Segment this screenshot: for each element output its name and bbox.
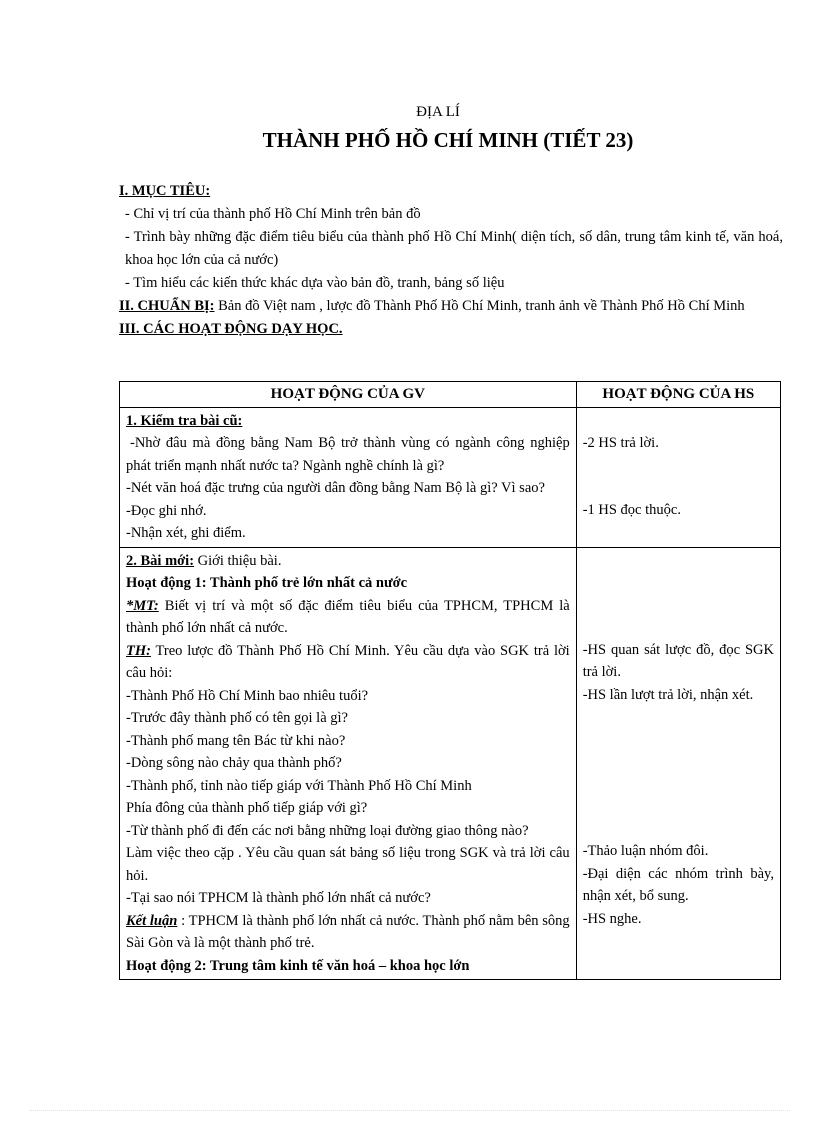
question-item: -Trước đây thành phố có tên gọi là gì? (126, 710, 348, 726)
teacher-step: -Nhận xét, ghi điểm. (126, 525, 246, 541)
question-item: -Thành Phố Hồ Chí Minh bao nhiêu tuổi? (126, 687, 369, 704)
activity-heading: Hoạt động 1: Thành phố trẻ lớn nhất cả nước (126, 575, 408, 591)
question-item: -Dòng sông nào chảy qua thành phố? (126, 755, 342, 771)
student-column-header: HOẠT ĐỘNG CỦA HS (576, 382, 780, 408)
section-heading-line (126, 550, 570, 573)
subject-label: ĐỊA LÍ (416, 104, 460, 120)
conclusion-text: : TPHCM là thành phố lớn nhất cả nước. Thành phố nằm bên sông Sài Gòn và là một thành phố trẻ. (126, 912, 570, 951)
section-heading-rest: Giới thiệu bài. (194, 552, 282, 569)
teacher-step: -Đọc ghi nhớ. (126, 502, 207, 519)
teacher-cell-new-lesson (120, 547, 577, 980)
section-heading: 1. Kiểm tra bài cũ: (126, 412, 243, 429)
preparation-text: Bản đồ Việt nam , lược đồ Thành Phố Hồ Chí Minh, tranh ảnh về Thành Phố Hồ Chí Minh (218, 298, 745, 314)
preparation-paragraph (119, 295, 783, 318)
student-step: -2 HS trả lời. (582, 434, 659, 451)
question-item: -Thành phố mang tên Bác từ khi nào? (126, 732, 346, 749)
objective-item: - Chỉ vị trí của thành phố Hồ Chí Minh trên bản đồ (125, 206, 421, 222)
student-step: -Thảo luận nhóm đôi. (582, 843, 709, 859)
activities-heading: III. CÁC HOẠT ĐỘNG DẠY HỌC. (119, 321, 343, 337)
teacher-cell-review (120, 407, 577, 547)
question-item: -Thành phố, tỉnh nào tiếp giáp với Thành Phố Hồ Chí Minh (126, 777, 472, 794)
student-step: -HS nghe. (582, 910, 642, 927)
objective-item: - Tìm hiểu các kiến thức khác dựa vào bản đồ, tranh, bảng số liệu (125, 275, 505, 291)
th-text: Treo lược đồ Thành Phố Hồ Chí Minh. Yêu cầu dựa vào SGK trả lời câu hỏi: (126, 642, 570, 681)
activities-table (119, 381, 781, 980)
objectives-heading: I. MỤC TIÊU: (119, 183, 211, 199)
student-cell-review (576, 407, 780, 547)
teacher-column-header: HOẠT ĐỘNG CỦA GV (120, 382, 577, 408)
teacher-step: -Nét văn hoá đặc trưng của người dân đồng bằng Nam Bộ là gì? Vì sao? (126, 480, 545, 496)
student-step: -Đại diện các nhóm trình bày, nhận xét, bổ sung. (582, 865, 774, 904)
student-step: -HS lần lượt trả lời, nhận xét. (582, 686, 754, 703)
preparation-heading: II. CHUẨN BỊ: (119, 298, 215, 314)
section-heading: 2. Bài mới: (126, 552, 195, 569)
question-item: -Từ thành phố đi đến các nơi bằng những loại đường giao thông nào? (126, 822, 529, 839)
activity-heading: Hoạt động 2: Trung tâm kinh tế văn hoá – khoa học lớn (126, 957, 470, 974)
table-header-row (120, 382, 781, 408)
teacher-step: -Nhờ đâu mà đồng bằng Nam Bộ trở thành vùng có ngành công nghiệp phát triển mạnh nhất nước ta? Ngành nghề chính là gì? (126, 435, 570, 474)
student-step: -HS quan sát lược đồ, đọc SGK trả lời. (582, 641, 774, 680)
student-step: -1 HS đọc thuộc. (582, 502, 681, 518)
why-question: -Tại sao nói TPHCM là thành phố lớn nhất cả nước? (126, 890, 431, 906)
mt-text: Biết vị trí và một số đặc điểm tiêu biểu của TPHCM, TPHCM là thành phố lớn nhất cả nước. (126, 597, 570, 636)
procedure-line (126, 640, 570, 685)
table-row (120, 547, 781, 980)
page-bottom-rule (30, 1110, 790, 1111)
mt-label: *MT: (126, 597, 159, 614)
th-label: TH: (126, 642, 151, 659)
objective-line (126, 595, 570, 640)
table-row (120, 407, 781, 547)
question-item: Phía đông của thành phố tiếp giáp với gì? (126, 800, 368, 816)
conclusion-label: Kết luận (126, 912, 178, 929)
objective-item: - Trình bày những đặc điểm tiêu biểu của thành phố Hồ Chí Minh( diện tích, số dân, trung tâm kinh tế, văn hoá, khoa học lớn của cả nước) (125, 229, 783, 268)
lesson-intro (119, 180, 783, 341)
lesson-title: THÀNH PHỐ HỒ CHÍ MINH (TIẾT 23) (262, 128, 634, 152)
pair-work-text: Làm việc theo cặp . Yêu cầu quan sát bảng số liệu trong SGK và trả lời câu hỏi. (126, 845, 570, 884)
student-cell-new-lesson (576, 547, 780, 980)
conclusion-line (126, 910, 570, 955)
